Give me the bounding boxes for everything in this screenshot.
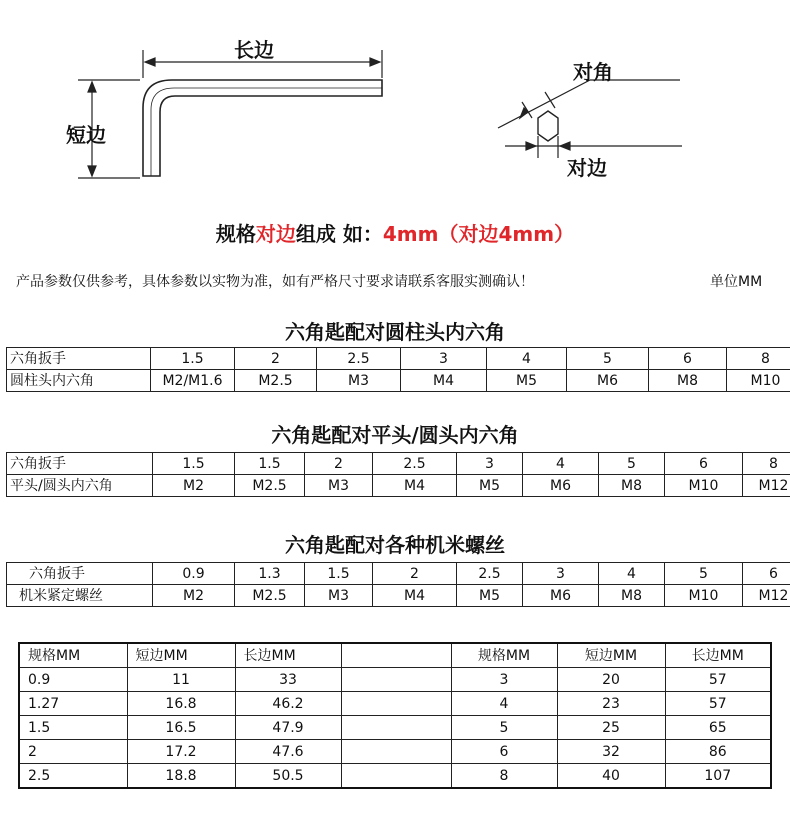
table-cell: M10: [665, 475, 743, 497]
table-cell: 1.27: [19, 692, 127, 716]
table-cell: 4: [487, 348, 567, 370]
table-cell: M3: [317, 370, 401, 392]
table-header-row: [19, 643, 771, 668]
flat-round-head-table: [6, 452, 790, 497]
header-cell: 短边MM: [557, 643, 665, 668]
table-cell: 6: [451, 740, 557, 764]
l-wrench-drawing: [143, 80, 382, 176]
table-cell: M8: [599, 585, 665, 607]
table-cell: 4: [523, 453, 599, 475]
table-cell: 平头/圆头内六角: [7, 475, 153, 497]
table-cell: M12: [743, 475, 790, 497]
table-cell: 3: [451, 668, 557, 692]
table-cell: 5: [665, 563, 743, 585]
table-cell: M2: [153, 475, 235, 497]
table-row: [7, 453, 790, 475]
table-cell: 5: [567, 348, 649, 370]
disclaimer-note: 产品参数仅供参考，具体参数以实物为准，如有严格尺寸要求请联系客服实测确认！: [16, 274, 534, 290]
table-cell: 2: [373, 563, 457, 585]
table-cell: 50.5: [235, 764, 341, 789]
table-cell: 2: [19, 740, 127, 764]
headline-text-2: 对边: [255, 222, 296, 246]
table-row: [19, 740, 771, 764]
short-side-label: 短边: [66, 123, 106, 147]
table-cell: 2.5: [373, 453, 457, 475]
table-cell: M5: [487, 370, 567, 392]
table-cell: 1.5: [235, 453, 305, 475]
table-row: [19, 764, 771, 789]
table-cell: 4: [599, 563, 665, 585]
table-cell: 3: [457, 453, 523, 475]
header-cell: 规格MM: [19, 643, 127, 668]
table-cell: M4: [373, 475, 457, 497]
section-title-socket-head: 六角匙配对圆柱头内六角: [285, 320, 505, 344]
headline-text-3: 组成 如：: [295, 222, 383, 246]
table-cell: 18.8: [127, 764, 235, 789]
table-cell: 六角扳手: [7, 453, 153, 475]
table-cell: 57: [665, 668, 771, 692]
table-cell: M6: [567, 370, 649, 392]
table-cell: M2.5: [235, 370, 317, 392]
table-cell: M5: [457, 585, 523, 607]
hex-section-drawing: [538, 111, 558, 141]
table-row: [7, 585, 790, 607]
table-cell: 2.5: [317, 348, 401, 370]
header-cell: 长边MM: [665, 643, 771, 668]
table-cell: 0.9: [153, 563, 235, 585]
table-cell: M4: [373, 585, 457, 607]
table-cell: M6: [523, 585, 599, 607]
section-title-flat-round-head: 六角匙配对平头/圆头内六角: [271, 423, 519, 447]
header-cell: 长边MM: [235, 643, 341, 668]
table-cell: 5: [451, 716, 557, 740]
table-row: [7, 348, 790, 370]
table-cell: M8: [599, 475, 665, 497]
table-cell: M2: [153, 585, 235, 607]
table-cell: 1.5: [305, 563, 373, 585]
table-row: [19, 692, 771, 716]
table-cell: 6: [665, 453, 743, 475]
header-cell: 规格MM: [451, 643, 557, 668]
table-cell: M3: [305, 475, 373, 497]
table-cell: 23: [557, 692, 665, 716]
dimensions-table: [18, 642, 772, 789]
spec-headline: [0, 218, 790, 247]
table-cell: 40: [557, 764, 665, 789]
table-cell: 六角扳手: [7, 563, 153, 585]
table-cell: M10: [727, 370, 790, 392]
table-cell: 2: [305, 453, 373, 475]
table-cell: 8: [451, 764, 557, 789]
table-cell: 65: [665, 716, 771, 740]
table-cell: 107: [665, 764, 771, 789]
table-cell: 47.9: [235, 716, 341, 740]
table-row: [7, 475, 790, 497]
table-cell: 11: [127, 668, 235, 692]
table-cell: 4: [451, 692, 557, 716]
headline-text-4: 4mm（对边4mm）: [382, 222, 575, 246]
header-cell: 短边MM: [127, 643, 235, 668]
table-cell: 46.2: [235, 692, 341, 716]
table-cell: M2.5: [235, 475, 305, 497]
table-cell: 47.6: [235, 740, 341, 764]
table-cell: 圆柱头内六角: [7, 370, 151, 392]
table-cell: M8: [649, 370, 727, 392]
table-cell: M12: [743, 585, 790, 607]
table-cell: 57: [665, 692, 771, 716]
across-corners-dimension: [498, 80, 680, 128]
table-cell: [341, 692, 451, 716]
table-cell: 20: [557, 668, 665, 692]
table-cell: [341, 764, 451, 789]
table-cell: [341, 716, 451, 740]
table-cell: 2.5: [19, 764, 127, 789]
table-cell: 3: [401, 348, 487, 370]
table-cell: 32: [557, 740, 665, 764]
table-cell: M4: [401, 370, 487, 392]
table-cell: 机米紧定螺丝: [7, 585, 153, 607]
table-cell: 1.5: [19, 716, 127, 740]
table-cell: M2.5: [235, 585, 305, 607]
table-cell: 2.5: [457, 563, 523, 585]
table-cell: 2: [235, 348, 317, 370]
across-corners-label: 对角: [573, 60, 613, 84]
table-cell: M3: [305, 585, 373, 607]
table-row: [19, 716, 771, 740]
table-cell: 17.2: [127, 740, 235, 764]
table-cell: 1.3: [235, 563, 305, 585]
table-cell: 25: [557, 716, 665, 740]
table-cell: 6: [649, 348, 727, 370]
header-cell: [341, 643, 451, 668]
table-row: [7, 370, 790, 392]
table-cell: 5: [599, 453, 665, 475]
table-cell: M6: [523, 475, 599, 497]
section-title-set-screw: 六角匙配对各种机米螺丝: [285, 533, 505, 557]
headline-text-1: 规格: [215, 222, 256, 246]
long-side-label: 长边: [234, 38, 274, 62]
table-cell: M2/M1.6: [151, 370, 235, 392]
table-cell: 1.5: [153, 453, 235, 475]
table-cell: 8: [727, 348, 790, 370]
table-cell: 16.5: [127, 716, 235, 740]
table-cell: 6: [743, 563, 790, 585]
table-cell: [341, 668, 451, 692]
table-cell: 3: [523, 563, 599, 585]
table-row: [19, 668, 771, 692]
table-cell: 1.5: [151, 348, 235, 370]
across-flats-label: 对边: [567, 156, 607, 180]
unit-label: 单位MM: [710, 274, 763, 290]
set-screw-table: [6, 562, 790, 607]
table-cell: M5: [457, 475, 523, 497]
table-cell: 0.9: [19, 668, 127, 692]
table-cell: 33: [235, 668, 341, 692]
table-cell: M10: [665, 585, 743, 607]
socket-head-table: [6, 347, 790, 392]
hex-key-diagram: [0, 0, 790, 210]
table-cell: [341, 740, 451, 764]
table-cell: 16.8: [127, 692, 235, 716]
table-cell: 六角扳手: [7, 348, 151, 370]
table-row: [7, 563, 790, 585]
table-cell: 8: [743, 453, 790, 475]
table-cell: 86: [665, 740, 771, 764]
